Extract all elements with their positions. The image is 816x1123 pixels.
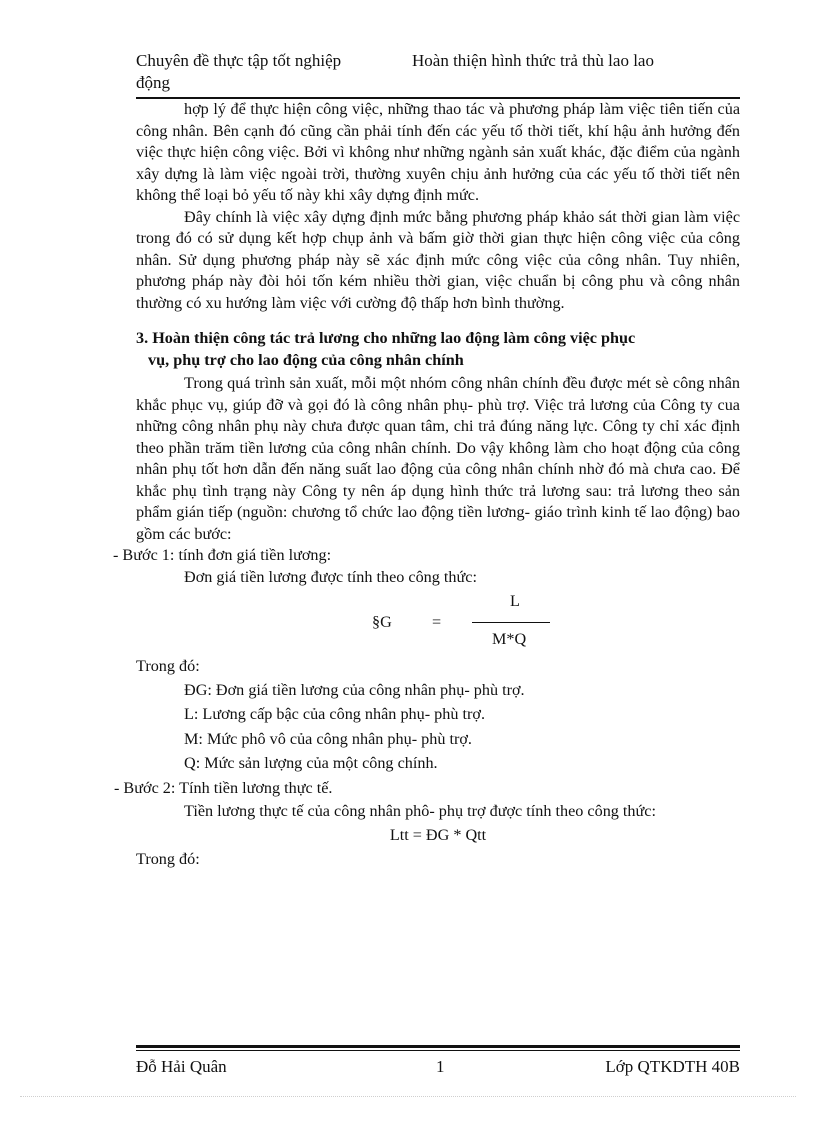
- page-content: [113, 50, 740, 871]
- formula-numerator: L: [510, 592, 520, 610]
- where-label-1: Trong đó:: [136, 657, 200, 675]
- formula-lhs: §G: [372, 613, 392, 631]
- definition-m: M: Mức phô vô của công nhân phụ- phù trợ.: [184, 729, 472, 748]
- step-2: - Bước 2: Tính tiền lương thực tế.: [114, 778, 333, 797]
- page-bottom-dotted-line: [20, 1096, 796, 1097]
- footer-class: Lớp QTKDTH 40B: [605, 1057, 740, 1076]
- step-1-description: Đơn giá tiền lương được tính theo công thức:: [184, 567, 477, 586]
- step-1: - Bước 1: tính đơn giá tiền lương:: [113, 546, 332, 564]
- paragraph-auxiliary-workers: Trong quá trình sản xuất, mỗi một nhóm công nhân chính đều được mét sè công nhân khắc phục vụ, giúp đỡ và gọi đó là công nhân phụ- phù trợ. Việc trả lương của Công ty cua những công nhân phụ này chưa được quan tâm, chi trả đúng năng lực. Công ty chỉ xác định theo phần trăm tiền lương của công nhân chính. Do vậy không làm cho hoạt động của công nhân phụ tốt hơn dẫn đến năng suất lao động của công nhân chính nhờ đó mà chưa cao. Để khắc phụ tình trạng này Công ty nên áp dụng hình thức trả lương sau: trả lương theo sản phẩm gián tiếp (nguồn: chương tổ chức lao động tiền lương- giáo trình kinh tế lao động) bao gồm các bước:: [136, 374, 740, 543]
- formula-denominator: M*Q: [492, 630, 527, 648]
- definition-q: Q: Mức sản lượng của một công chính.: [184, 754, 438, 772]
- definition-l: L: Lương cấp bậc của công nhân phụ- phù trợ.: [184, 705, 485, 723]
- definition-dg: ĐG: Đơn giá tiền lương của công nhân phụ- phù trợ.: [184, 680, 525, 699]
- footer-rule-thin: [136, 1050, 740, 1051]
- footer-page-number: 1: [436, 1057, 445, 1076]
- header-left-title: Chuyên đề thực tập tốt nghiệp: [136, 51, 342, 70]
- section-heading: [136, 328, 740, 371]
- section-heading-line1: 3. Hoàn thiện công tác trả lương cho những lao động làm công việc phục: [136, 329, 636, 347]
- fraction-bar: [472, 622, 550, 623]
- page-footer: [136, 1045, 740, 1081]
- actual-wage-formula: Ltt = ĐG * Qtt: [389, 826, 487, 844]
- footer-row: [136, 1057, 740, 1081]
- footer-rule-thick: [136, 1045, 740, 1048]
- paragraph-method: Đây chính là việc xây dựng định mức bằng phương pháp khảo sát thời gian làm việc trong đó có sử dụng kết hợp chụp ảnh và bấm giờ thời gian thực hiện công việc của công nhân. Sử dụng phương pháp này sẽ xác định mức công việc của công nhân. Tuy nhiên, phương pháp này đòi hỏi tốn kém nhiều thời gian, việc chuẩn bị công phu và công nhân thường có xu hướng làm việc với cường độ thấp hơn bình thường.: [136, 207, 740, 312]
- header-right-title: Hoàn thiện hình thức trả thù lao lao: [412, 51, 654, 70]
- section-heading-line2: vụ, phụ trợ cho lao động của công nhân chính: [148, 350, 464, 369]
- header-title-wrap: động: [136, 73, 170, 92]
- where-label-2: Trong đó:: [136, 850, 200, 868]
- paragraph-actual-wage: Tiền lương thực tế của công nhân phô- phụ trợ được tính theo công thức:: [184, 802, 656, 820]
- unit-price-formula: [136, 592, 740, 654]
- footer-author: Đỗ Hải Quân: [136, 1057, 227, 1076]
- document-body: [113, 99, 740, 871]
- paragraph-continued: hợp lý để thực hiện công việc, những thao tác và phương pháp làm việc tiên tiến của công nhân. Bên cạnh đó cũng cần phải tính đến các yếu tố thời tiết, khí hậu ảnh hưởng đến việc thực hiện công việc. Bởi vì không như những ngành sản xuất khác, đặc điểm của ngành xây dựng là làm việc ngoài trời, thường xuyên chịu ảnh hưởng của các yếu tố thời tiết nên không thể loại bỏ yếu tố này khi xây dựng định mức.: [136, 100, 740, 204]
- formula-equals: =: [432, 613, 442, 631]
- page-header: [136, 50, 740, 94]
